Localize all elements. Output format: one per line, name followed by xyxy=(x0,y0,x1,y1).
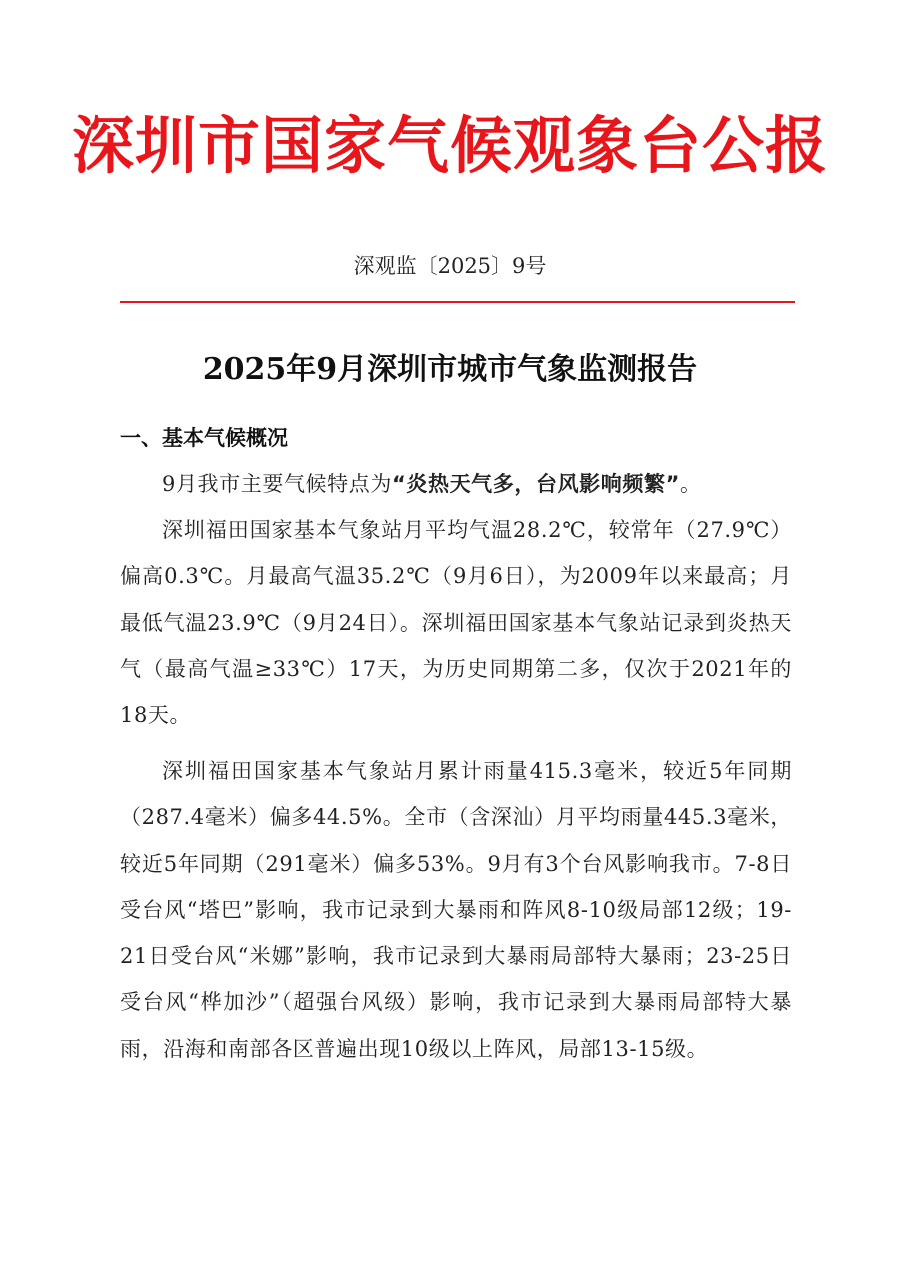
masthead-title: 深圳市国家气候观象台公报 xyxy=(71,109,828,182)
red-divider-line xyxy=(120,301,795,303)
section-heading: 一、基本气候概况 xyxy=(120,426,288,450)
summary-highlight: “炎热天气多，台风影响频繁” xyxy=(391,472,680,496)
summary-tail: 。 xyxy=(679,472,702,496)
document-number: 深观监〔2025〕9号 xyxy=(353,254,547,278)
summary-lead: 9月我市主要气候特点为 xyxy=(162,472,392,496)
report-title: 2025年9月深圳市城市气象监测报告 xyxy=(202,352,698,387)
paragraph-temperature: 深圳福田国家基本气象站月平均气温28.2℃，较常年（27.9℃）偏高0.3℃。月最高气温35.2℃（9月6日），为2009年以来最高；月最低气温23.9℃（9月24日）。深圳福田国家基本气象站记录到炎热天气（最高气温≥33℃）17天，为历史同期第二多，仅次于2021年的18天。 xyxy=(120,518,792,728)
paragraph-summary xyxy=(120,461,792,507)
paragraph-rainfall-typhoon: 深圳福田国家基本气象站月累计雨量415.3毫米，较近5年同期（287.4毫米）偏多44.5%。全市（含深汕）月平均雨量445.3毫米，较近5年同期（291毫米）偏多53%。9月有3个台风影响我市。7-8日受台风“塔巴”影响，我市记录到大暴雨和阵风8-10级局部12级；19-21日受台风“米娜”影响，我市记录到大暴雨局部特大暴雨；23-25日受台风“桦加沙”（超强台风级）影响，我市记录到大暴雨局部特大暴雨，沿海和南部各区普遍出现10级以上阵风，局部13-15级。 xyxy=(120,759,792,1061)
